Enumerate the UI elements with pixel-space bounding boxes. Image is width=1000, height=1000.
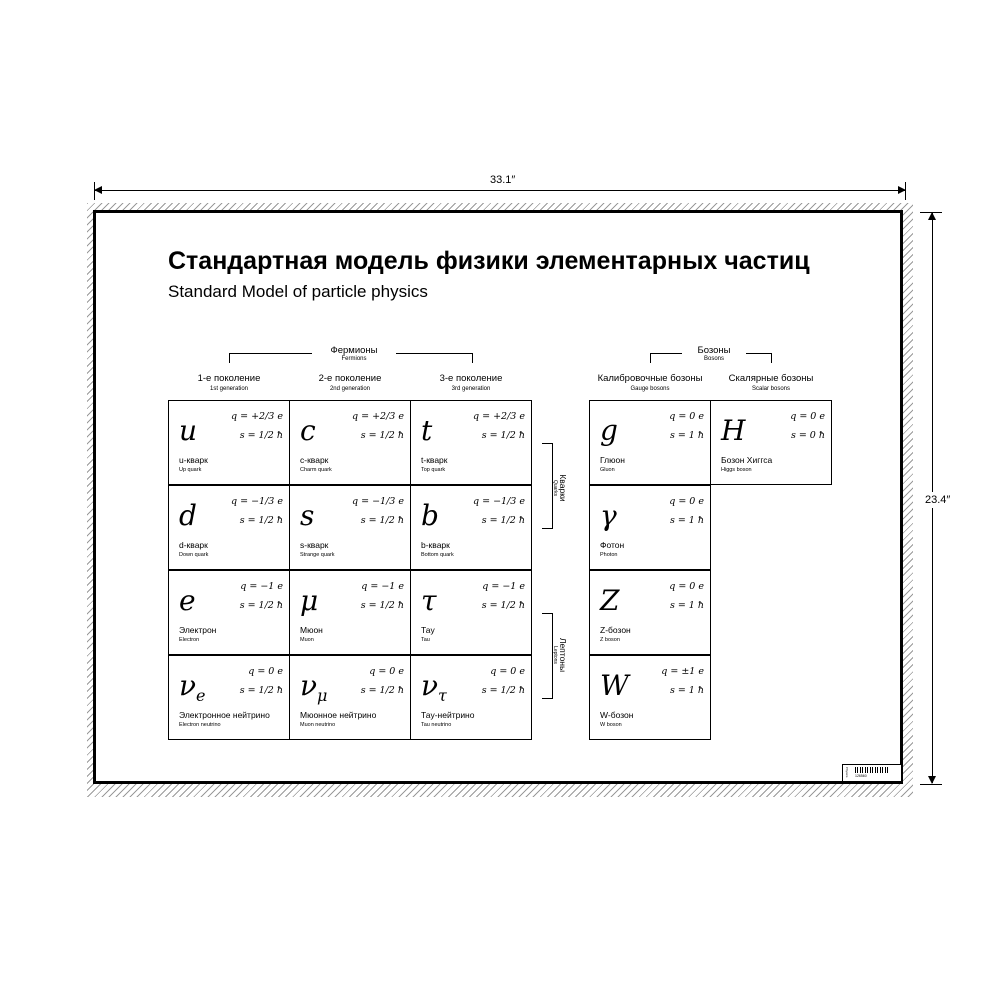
particle-charge: q = −1/3 e xyxy=(231,496,283,507)
particle-name-ru: b-кварк xyxy=(421,540,450,550)
particle-name-en: Up quark xyxy=(179,467,202,473)
particle-name-en: Electron neutrino xyxy=(179,722,221,728)
boson-group-label-ru: Калибровочные бозоны xyxy=(597,373,703,384)
particle-symbol xyxy=(600,670,629,702)
particle-symbol-main: u xyxy=(179,414,198,447)
particle-spin: s = 1/2 ħ xyxy=(360,430,404,441)
particle-charge: q = −1 e xyxy=(361,581,404,592)
particle-name-ru: W-бозон xyxy=(600,710,634,720)
particle-spin: s = 1 ħ xyxy=(669,600,704,611)
particle-name-en: Z boson xyxy=(600,637,620,643)
particle-symbol-main: e xyxy=(179,584,196,617)
particle-symbol-main: τ xyxy=(421,584,437,617)
gauge-boson-cell xyxy=(589,570,711,655)
fermion-cell xyxy=(289,655,411,740)
particle-name-en: Tau neutrino xyxy=(421,722,452,728)
fermion-cell xyxy=(289,400,411,485)
bosons-header xyxy=(682,345,746,362)
particle-symbol-main: t xyxy=(421,414,433,447)
generation-label-en: 2nd generation xyxy=(329,386,371,392)
generation-header-3 xyxy=(410,373,532,392)
fermion-cell xyxy=(289,570,411,655)
fermion-cell xyxy=(168,400,290,485)
barcode-image xyxy=(855,767,889,773)
particle-name-ru: Z-бозон xyxy=(600,625,631,635)
particle-spin: s = 1/2 ħ xyxy=(481,600,525,611)
height-arrow-bottom xyxy=(928,776,936,784)
particle-symbol-main: H xyxy=(721,414,746,447)
gauge-bosons-header xyxy=(589,373,711,392)
particle-symbol xyxy=(179,670,206,712)
poster-title: Стандартная модель физики элементарных частиц xyxy=(168,247,810,275)
gauge-boson-cell xyxy=(589,400,711,485)
height-arrow-top xyxy=(928,212,936,220)
fermions-label-en: Fermions xyxy=(341,356,367,362)
fermion-cell xyxy=(168,655,290,740)
particle-name-en: Gluon xyxy=(600,467,615,473)
generation-header-1 xyxy=(168,373,290,392)
particle-symbol xyxy=(179,585,196,617)
fermion-cell xyxy=(410,400,532,485)
boson-group-label-ru: Скалярные бозоны xyxy=(728,373,814,384)
particle-spin: s = 1 ħ xyxy=(669,685,704,696)
quarks-side-label xyxy=(552,468,568,508)
particle-spin: s = 0 ħ xyxy=(790,430,825,441)
particle-name-ru: d-кварк xyxy=(179,540,208,550)
particle-symbol-main: μ xyxy=(300,584,319,617)
fermion-cell xyxy=(410,570,532,655)
fermion-cell xyxy=(410,485,532,570)
particle-name-en: Electron xyxy=(179,637,200,643)
barcode-label xyxy=(842,764,902,782)
particle-symbol xyxy=(179,415,197,447)
bosons-label-en: Bosons xyxy=(703,356,724,362)
particle-name-en: Bottom quark xyxy=(421,552,454,558)
scalar-boson-cell xyxy=(710,400,832,485)
particle-symbol-main: W xyxy=(600,669,629,702)
generation-label-ru: 2-е поколение xyxy=(318,373,382,384)
width-dimension-line xyxy=(95,190,905,191)
particle-name-ru: Электронное нейтрино xyxy=(179,710,270,720)
particle-symbol-subscript: e xyxy=(196,686,206,705)
height-extension-bottom xyxy=(920,784,942,785)
quarks-label-en: Quarks xyxy=(552,479,558,497)
width-dimension-label: 33.1″ xyxy=(486,174,519,186)
gauge-boson-cell xyxy=(589,485,711,570)
particle-charge: q = +2/3 e xyxy=(352,411,404,422)
particle-charge: q = ±1 e xyxy=(661,666,704,677)
particle-spin: s = 1/2 ħ xyxy=(360,515,404,526)
barcode-number: 126560 xyxy=(855,774,867,778)
particle-name-en: Tau xyxy=(421,637,430,643)
particle-charge: q = 0 e xyxy=(669,581,704,592)
particle-symbol xyxy=(300,670,327,712)
particle-charge: q = −1/3 e xyxy=(473,496,525,507)
particle-symbol-main: g xyxy=(600,414,618,447)
particle-name-en: Photon xyxy=(600,552,618,558)
particle-spin: s = 1/2 ħ xyxy=(481,515,525,526)
leptons-label-en: Leptons xyxy=(552,646,558,664)
generation-label-en: 3rd generation xyxy=(451,386,491,392)
particle-name-ru: s-кварк xyxy=(300,540,329,550)
particle-symbol-main: c xyxy=(300,414,316,447)
particle-symbol xyxy=(421,585,437,617)
quarks-label-ru: Кварки xyxy=(558,474,568,502)
height-extension-top xyxy=(920,212,942,213)
fermion-cell xyxy=(410,655,532,740)
particle-charge: q = 0 e xyxy=(490,666,525,677)
particle-name-ru: t-кварк xyxy=(421,455,448,465)
particle-name-ru: Фотон xyxy=(600,540,625,550)
particle-symbol-main: ν xyxy=(421,669,439,702)
particle-charge: q = 0 e xyxy=(248,666,283,677)
fermion-cell xyxy=(289,485,411,570)
particle-name-en: Higgs boson xyxy=(721,467,752,473)
particle-spin: s = 1/2 ħ xyxy=(239,685,283,696)
particle-name-ru: Электрон xyxy=(179,625,217,635)
particle-symbol xyxy=(421,670,447,712)
particle-symbol xyxy=(600,500,617,532)
particle-spin: s = 1/2 ħ xyxy=(360,685,404,696)
particle-name-en: Strange quark xyxy=(300,552,335,558)
particle-name-en: Muon neutrino xyxy=(300,722,336,728)
particle-name-ru: c-кварк xyxy=(300,455,329,465)
width-arrow-left xyxy=(94,186,102,194)
particle-spin: s = 1/2 ħ xyxy=(481,685,525,696)
generation-header-2 xyxy=(289,373,411,392)
particle-symbol-main: Z xyxy=(600,584,620,617)
bosons-label-ru: Бозоны xyxy=(697,345,731,356)
boson-group-label-en: Scalar bosons xyxy=(751,386,791,392)
fermion-cell xyxy=(168,485,290,570)
generation-label-ru: 1-е поколение xyxy=(197,373,261,384)
particle-spin: s = 1 ħ xyxy=(669,515,704,526)
gauge-boson-cell xyxy=(589,655,711,740)
particle-symbol xyxy=(300,500,314,532)
fermions-header xyxy=(312,345,396,362)
barcode-side-text: Physics xyxy=(845,767,849,778)
height-dimension-label: 23.4″ xyxy=(925,494,951,506)
particle-charge: q = −1/3 e xyxy=(352,496,404,507)
width-extension-left xyxy=(94,182,95,200)
particle-charge: q = +2/3 e xyxy=(231,411,283,422)
particle-name-ru: Мюонное нейтрино xyxy=(300,710,377,720)
particle-symbol xyxy=(721,415,745,447)
particle-spin: s = 1/2 ħ xyxy=(481,430,525,441)
particle-spin: s = 1/2 ħ xyxy=(239,600,283,611)
particle-spin: s = 1/2 ħ xyxy=(360,600,404,611)
particle-charge: q = +2/3 e xyxy=(473,411,525,422)
particle-symbol xyxy=(179,500,197,532)
particle-charge: q = 0 e xyxy=(669,411,704,422)
particle-charge: q = 0 e xyxy=(790,411,825,422)
particle-symbol xyxy=(300,585,318,617)
particle-symbol xyxy=(600,585,619,617)
scalar-bosons-header xyxy=(710,373,832,392)
particle-name-ru: Бозон Хиггса xyxy=(721,455,773,465)
particle-symbol xyxy=(421,415,432,447)
particle-name-en: Charm quark xyxy=(300,467,332,473)
particle-name-ru: u-кварк xyxy=(179,455,208,465)
leptons-label-ru: Лептоны xyxy=(558,637,568,673)
fermions-label-ru: Фермионы xyxy=(330,345,378,356)
particle-spin: s = 1/2 ħ xyxy=(239,515,283,526)
particle-symbol-main: ν xyxy=(300,669,318,702)
particle-name-ru: Тау xyxy=(421,625,435,635)
particle-symbol-main: d xyxy=(179,499,197,532)
particle-name-ru: Глюон xyxy=(600,455,625,465)
particle-name-en: Muon xyxy=(300,637,314,643)
particle-name-ru: Мюон xyxy=(300,625,323,635)
width-extension-right xyxy=(905,182,906,200)
fermion-cell xyxy=(168,570,290,655)
particle-name-en: Down quark xyxy=(179,552,209,558)
particle-symbol xyxy=(421,500,439,532)
generation-label-en: 1st generation xyxy=(209,386,249,392)
particle-spin: s = 1 ħ xyxy=(669,430,704,441)
particle-charge: q = −1 e xyxy=(482,581,525,592)
generation-label-ru: 3-е поколение xyxy=(439,373,503,384)
particle-spin: s = 1/2 ħ xyxy=(239,430,283,441)
particle-charge: q = 0 e xyxy=(669,496,704,507)
particle-symbol-main: b xyxy=(421,499,439,532)
particle-name-en: Top quark xyxy=(421,467,446,473)
particle-symbol xyxy=(300,415,316,447)
particle-symbol-subscript: μ xyxy=(317,686,328,705)
particle-symbol-subscript: τ xyxy=(438,686,447,705)
particle-symbol-main: s xyxy=(300,499,315,532)
boson-group-label-en: Gauge bosons xyxy=(630,386,670,392)
particle-charge: q = 0 e xyxy=(369,666,404,677)
particle-charge: q = −1 e xyxy=(240,581,283,592)
particle-name-en: W boson xyxy=(600,722,622,728)
particle-symbol xyxy=(600,415,618,447)
particle-name-ru: Тау-нейтрино xyxy=(421,710,475,720)
poster-subtitle: Standard Model of particle physics xyxy=(168,282,428,301)
particle-symbol-main: γ xyxy=(600,499,617,532)
leptons-side-label xyxy=(552,630,568,680)
particle-symbol-main: ν xyxy=(179,669,197,702)
